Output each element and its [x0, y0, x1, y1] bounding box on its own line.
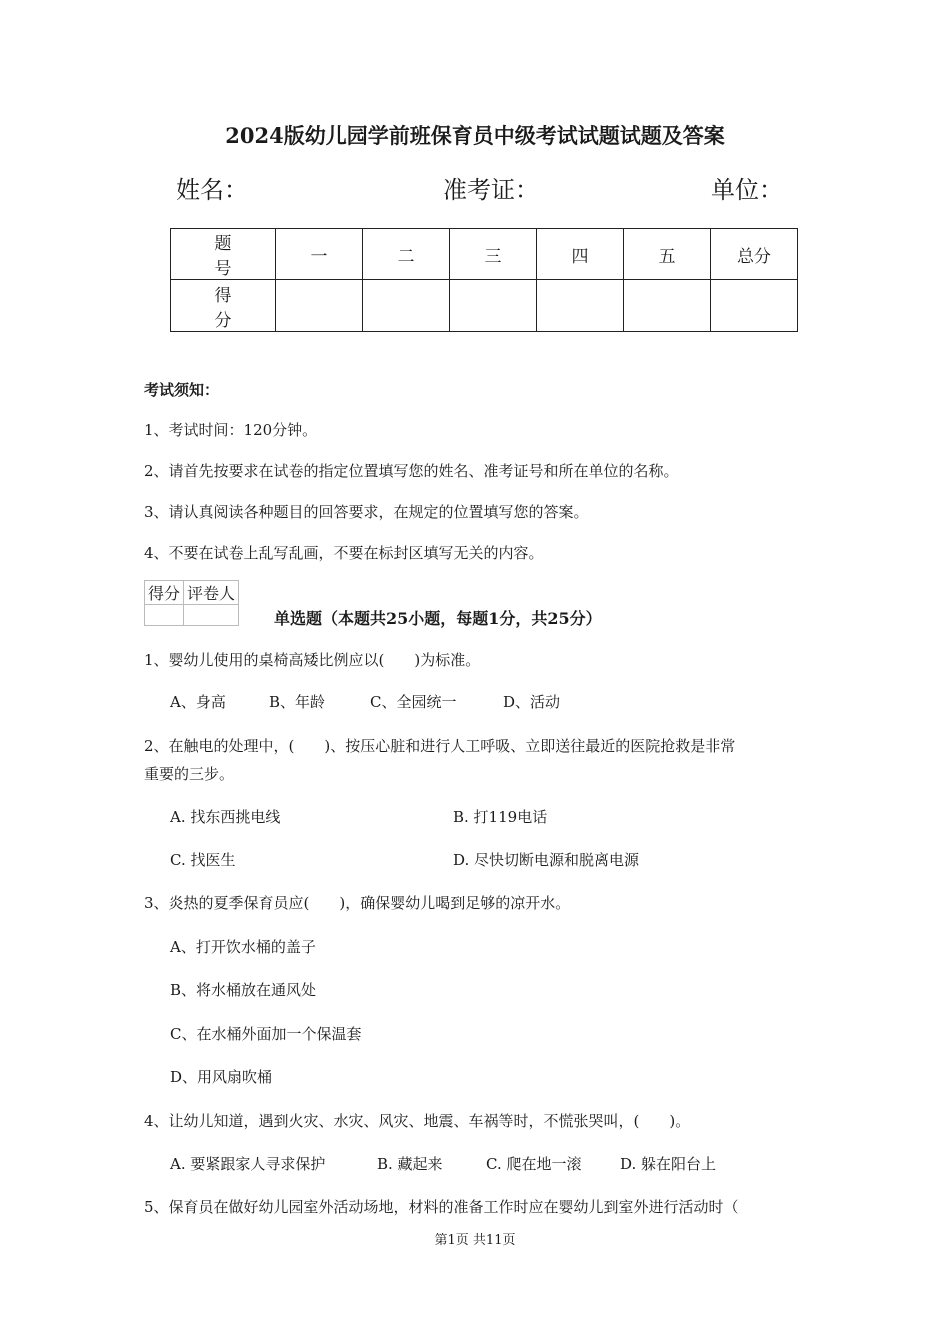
question-stem: 2、在触电的处理中，( )、按压心脏和进行人工呼吸、立即送往最近的医院抢救是非常 [144, 737, 736, 755]
notice-item: 2、请首先按要求在试卷的指定位置填写您的姓名、准考证号和所在单位的名称。 [144, 462, 679, 480]
question-stem: 3、炎热的夏季保育员应( )，确保婴幼儿喝到足够的凉开水。 [144, 894, 571, 912]
notice-item: 4、不要在试卷上乱写乱画，不要在标封区填写无关的内容。 [144, 544, 544, 562]
page-footer: 第1页 共11页 [434, 1233, 516, 1248]
question-stem: 5、保育员在做好幼儿园室外活动场地，材料的准备工作时应在婴幼儿到室外进行活动时（ [144, 1198, 739, 1216]
option: C、全园统一 [370, 693, 457, 711]
grader-score-label: 得分 [145, 581, 184, 605]
option: A、打开饮水桶的盖子 [170, 938, 316, 956]
section-heading: 单选题（本题共25小题，每题1分，共25分） [274, 609, 602, 628]
question-stem-continued: 重要的三步。 [144, 765, 235, 783]
question-stem: 1、婴幼儿使用的桌椅高矮比例应以( )为标准。 [144, 651, 481, 669]
score-table-header-cell: 题 号 [171, 229, 276, 280]
option: B、年龄 [269, 693, 326, 711]
option: A、身高 [170, 693, 226, 711]
score-table-header-cell: 总分 [711, 229, 798, 280]
notice-item: 1、考试时间：120分钟。 [144, 421, 318, 439]
grader-name-cell[interactable] [184, 605, 239, 626]
score-table [170, 228, 798, 332]
option: A. 找东西挑电线 [170, 808, 281, 826]
exam-number-field-label: 准考证： [443, 176, 539, 204]
option: C. 爬在地一滚 [486, 1155, 582, 1173]
score-cell[interactable] [711, 280, 798, 332]
score-table-header-row [171, 229, 798, 280]
grader-score-cell[interactable] [145, 605, 184, 626]
option: B、将水桶放在通风处 [170, 981, 317, 999]
score-cell[interactable] [537, 280, 624, 332]
option: B. 藏起来 [377, 1155, 443, 1173]
score-table-header-cell: 五 [624, 229, 711, 280]
option: D. 躲在阳台上 [620, 1155, 717, 1173]
option: C. 找医生 [170, 851, 236, 869]
grader-box [144, 580, 239, 626]
page-title: 2024版幼儿园学前班保育员中级考试试题试题及答案 [225, 123, 725, 148]
score-table-header-cell: 二 [363, 229, 450, 280]
notice-heading: 考试须知： [144, 381, 220, 399]
question-stem: 4、让幼儿知道，遇到火灾、水灾、风灾、地震、车祸等时，不慌张哭叫，( )。 [144, 1112, 691, 1130]
option: A. 要紧跟家人寻求保护 [170, 1155, 326, 1173]
score-table-header-cell: 一 [276, 229, 363, 280]
notice-item: 3、请认真阅读各种题目的回答要求，在规定的位置填写您的答案。 [144, 503, 589, 521]
score-table-header-cell: 四 [537, 229, 624, 280]
grader-name-label: 评卷人 [184, 581, 239, 605]
option: D、活动 [503, 693, 561, 711]
score-table-header-cell: 三 [450, 229, 537, 280]
option: D. 尽快切断电源和脱离电源 [453, 851, 640, 869]
score-cell[interactable] [624, 280, 711, 332]
option: B. 打119电话 [453, 808, 548, 826]
unit-field-label: 单位： [711, 176, 783, 204]
score-cell[interactable] [276, 280, 363, 332]
score-cell[interactable] [450, 280, 537, 332]
option: C、在水桶外面加一个保温套 [170, 1025, 362, 1043]
name-field-label: 姓名： [176, 176, 248, 204]
score-row-label: 得 分 [171, 280, 276, 332]
option: D、用风扇吹桶 [170, 1068, 273, 1086]
score-table-score-row [171, 280, 798, 332]
score-cell[interactable] [363, 280, 450, 332]
